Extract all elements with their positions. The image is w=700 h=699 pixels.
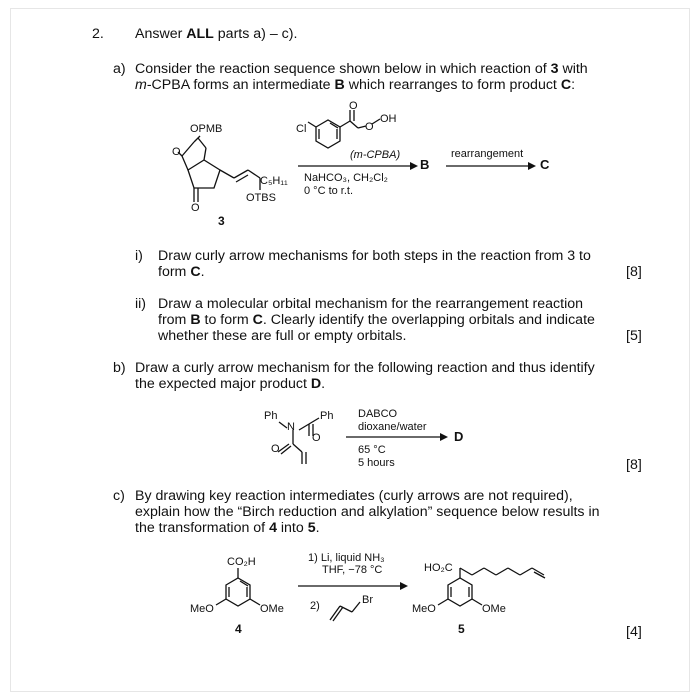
part-b-line1: Draw a curly arrow mechanism for the following reaction and thus identify xyxy=(135,360,595,376)
part-c-marks: [4] xyxy=(626,624,642,640)
part-b-marks: [8] xyxy=(626,457,642,473)
n-label: N xyxy=(287,421,295,433)
opmb-label: OPMB xyxy=(190,123,223,135)
birch-step1a: 1) Li, liquid NH₃ xyxy=(308,552,385,564)
cl-label: Cl xyxy=(296,123,307,135)
ome-label: OMe xyxy=(260,603,284,615)
compound-3-ring xyxy=(188,160,220,188)
ph1-label: Ph xyxy=(264,410,278,422)
part-a-label: a) xyxy=(113,61,126,77)
part-b-line2: the expected major product D. xyxy=(135,376,326,392)
birch-step2: 2) xyxy=(310,600,320,612)
mcpba-label: (m-CPBA) xyxy=(350,149,401,161)
sub-ii-line3: whether these are full or empty orbitals. xyxy=(158,328,407,344)
part-c-line2: explain how the “Birch reduction and alkylation” sequence below results in xyxy=(135,504,600,520)
part-c-label: c) xyxy=(113,488,125,504)
compound-4-number: 4 xyxy=(235,622,242,636)
temperature-label: 65 °C xyxy=(358,444,386,456)
part-a-text-line2: m-CPBA forms an intermediate B which rearranges to form product C: xyxy=(135,77,576,93)
sub-ii-marks: [5] xyxy=(626,328,642,344)
sub-ii-line2: from B to form C. Clearly identify the overlapping orbitals and indicate xyxy=(158,312,595,328)
solvent-label: dioxane/water xyxy=(358,421,427,433)
oh-label: OH xyxy=(380,113,397,125)
question-number: 2. xyxy=(92,26,104,42)
product-c: C xyxy=(540,157,550,172)
part-c-line1: By drawing key reaction intermediates (curly arrows are not required), xyxy=(135,488,573,504)
product-d: D xyxy=(454,429,464,444)
sub-i-marks: [8] xyxy=(626,264,642,280)
ketone-o-b-label: O xyxy=(312,432,321,444)
rearrangement-label: rearrangement xyxy=(451,148,524,160)
co2h-label: CO₂H xyxy=(227,556,256,568)
conditions-line2: 0 °C to r.t. xyxy=(304,185,354,197)
part-a-text-line1: Consider the reaction sequence shown below in which reaction of 3 with xyxy=(135,61,588,77)
ketone-o-label: O xyxy=(191,202,200,214)
dabco-label: DABCO xyxy=(358,408,398,420)
sub-ii-label: ii) xyxy=(135,296,147,312)
amide-o-label: O xyxy=(271,443,280,455)
compound-5-number: 5 xyxy=(458,622,465,636)
compound-3-number: 3 xyxy=(218,214,225,228)
peracid-carbonyl-o: O xyxy=(349,100,358,112)
ph2-label: Ph xyxy=(320,410,334,422)
c5h11-label: C₅H₁₁ xyxy=(260,175,288,187)
meo-label: MeO xyxy=(190,603,214,615)
sub-i-label: i) xyxy=(135,248,143,264)
time-label: 5 hours xyxy=(358,457,395,469)
sub-i-line2: form C. xyxy=(158,264,205,280)
intermediate-b: B xyxy=(420,157,430,172)
bromide-label: Br xyxy=(362,594,373,606)
part-b-label: b) xyxy=(113,360,126,376)
ho2c-label: HO₂C xyxy=(424,562,453,574)
part-c-line3: the transformation of 4 into 5. xyxy=(135,520,320,536)
sub-ii-line1: Draw a molecular orbital mechanism for the rearrangement reaction xyxy=(158,296,584,312)
lactone-o-label: O xyxy=(172,146,181,158)
peracid-o-label: O xyxy=(365,121,374,133)
product-ome-label: OMe xyxy=(482,603,506,615)
question-instruction: Answer ALL parts a) – c). xyxy=(135,26,298,42)
conditions-line1: NaHCO₃, CH₂Cl₂ xyxy=(304,172,388,184)
product-meo-label: MeO xyxy=(412,603,436,615)
otbs-label: OTBS xyxy=(246,192,276,204)
sub-i-line1: Draw curly arrow mechanisms for both steps in the reaction from 3 to xyxy=(158,248,591,264)
birch-step1b: THF, −78 °C xyxy=(322,564,383,576)
